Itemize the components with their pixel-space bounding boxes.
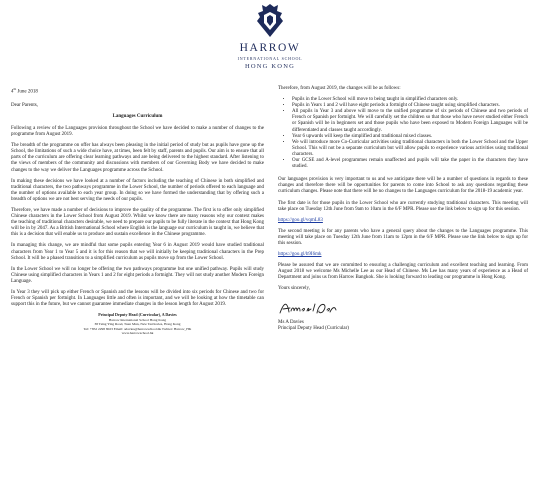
school-subtitle: INTERNATIONAL SCHOOL	[237, 56, 303, 61]
list-item: • Pupils in Years 1 and 2 will have eight periods a fortnight of Chinese taught using simplified characters.	[292, 103, 528, 109]
signature-image	[278, 298, 338, 318]
letter-footer	[11, 313, 264, 335]
right-paragraph: The first date is for those pupils in the Lower School who are currently studying traditional characters. This meeting will take place on Tuesday 12th June from 9am to 10am in the 6/F MPR. Please use the link below to sign up for this session.	[278, 200, 528, 212]
left-paragraph: The breadth of the programme on offer has always been pleasing in the initial period of study but as pupils have gone up the School, the limitations of such a wide choice have, at times, been felt by staff, parents and pupils. Our aim is to ensure that all parts of the curriculum are offering clear learning pathways and are being delivered to the highest standard. After listening to the views of members of the community and discussions with members of our Governing Body we have decided to make changes to the way we deliver the Languages programme across the School.	[11, 143, 264, 173]
letter-date: 4th June 2018	[11, 87, 38, 95]
signup-link-1-text[interactable]: https://goo.gl/vqmL83	[278, 217, 323, 223]
list-item: • Our GCSE and A-level programmes remain unaffected and pupils will take the paper in the characters they have studied.	[292, 158, 528, 170]
footer-name: Principal Deputy Head (Curricular), A Davies	[98, 312, 177, 318]
changes-intro: Therefore, from August 2019, the changes will be as follows:	[278, 86, 401, 91]
list-item: • We will introduce more Co-Curricular activities using traditional characters in both the Lower School and the Upper School. This will not be a separate curriculum but will allow pupils to experience various activities using traditional characters.	[292, 140, 528, 158]
footer-line: Tel: +852 2298 8023 Email: adavies@harrowschool.hk Twitter: Harrow_HK	[83, 326, 192, 331]
signup-link-2-text[interactable]: https://goo.gl/b9I6mk	[278, 252, 322, 258]
left-paragraph: In Year 3 they will pick up either French or Spanish and the lessons will be divided into six periods for Chinese and two for French or Spanish per fortnight. In Languages little and often is important, and we will be looking at how the timetable can support this in the future, but we cannot guarantee immediate changes in the lesson length for August 2019.	[11, 290, 264, 308]
left-column	[11, 86, 264, 335]
left-paragraph: In the Lower School we will no longer be offering the two pathways programme but one unified pathway. Pupils will study Chinese using simplified characters in Years 1 and 2 for eight periods a fortnight. They will not study another Modern Foreign Language.	[11, 266, 264, 284]
second-meeting-paragraph: The second meeting is for any parents who have a general query about the changes to the Languages programme. This meeting will take place on Tuesday 12th June from 11am to 12pm in the 6/F MPR. Please use the link below to sign up for this session.	[278, 228, 528, 246]
school-location: HONG KONG	[245, 63, 295, 70]
list-item: • Year 6 upwards will keep the simplified and traditional mixed classes.	[292, 134, 528, 140]
footer-line: 38 Tsing Ying Road, Tuen Mun, New Territories, Hong Kong	[94, 322, 181, 327]
right-column	[278, 86, 528, 332]
signer-title: Principal Deputy Head (Curricular)	[278, 325, 349, 331]
signup-link-1[interactable]	[278, 218, 528, 224]
school-crest-icon	[255, 3, 285, 39]
footer-line: Harrow International School Hong Kong	[108, 317, 167, 322]
signer-name: Ms A Davies	[278, 319, 304, 325]
salutation: Dear Parents,	[11, 102, 38, 108]
list-item: • All pupils in Year 3 and above will move to the unified programme of six periods of Chinese and two periods of French or Spanish per fortnight. We will carefully set the children so that those who have never studied either French or Spanish will be in beginners set and those pupils who have been exposed to Modern Foreign Languages will be differentiated and classes taught accordingly.	[292, 109, 528, 133]
signup-link-2[interactable]	[278, 252, 528, 258]
list-item: • Pupils in the Lower School will move to being taught in simplified characters only.	[292, 97, 528, 103]
footer-website: www.harrowschool.hk	[121, 330, 154, 335]
changes-list	[278, 97, 528, 170]
left-paragraph: Therefore, we have made a number of decisions to improve the quality of the programme. The first is to offer only simplified Chinese characters in the Lower School from August 2019. Whilst we know there are many reasons why our context makes the teaching of traditional characters desirable, we need to prepare our pupils to be fully literate in the context that Hong Kong will be in by 2047. As a British International School where English is the language our curriculum is taught in, we believe that this is a decision that will enable us to produce and sustain excellence in the Chinese programme.	[11, 207, 265, 238]
left-paragraph: In managing this change, we are mindful that some pupils entering Year 6 in August 2019 would have studied traditional characters from Year 1 to Year 5 and it is for this reason that we will initially be keeping traditional characters in the Prep School. It will be a phased transition to a simplified curriculum as pupils move up from the Lower School.	[11, 243, 264, 261]
left-paragraph: Following a review of the Languages provision throughout the School we have decided to make a number of changes to the programme from August 2019.	[11, 125, 264, 138]
school-name: HARROW	[239, 42, 301, 54]
letter-subject: Languages Curriculum	[112, 113, 163, 119]
closing-paragraph: Please be assured that we are committed to ensuring a challenging curriculum and excellent teaching and learning. From August 2018 we welcome Ms Michelle Lee as our Head of Chinese. Ms Lee has many years of experience as a Head of Department and joins us from Harrow Bangkok. She is looking forward to leading our programme in Hong Kong.	[278, 263, 528, 281]
signoff: Yours sincerely,	[278, 286, 310, 292]
left-paragraph: In making these decisions we have looked at a number of factors including the teaching of Chinese in both simplified and traditional characters, the two pathways programme in the Lower School, the number of periods offered to each language and the number of options available to each year group. In doing so we have formed the understanding that by offering such a breadth of options we are not best serving the needs of our pupils.	[11, 178, 264, 202]
right-paragraph: Our languages provision is very important to us and we anticipate there will be a number of questions in regards to these changes and therefore there will be opportunities for parents to come into School to ask any questions regarding these curriculum changes. Please note that there will be no changes to the Languages curriculum for the 2018-19 academic year.	[278, 177, 528, 195]
